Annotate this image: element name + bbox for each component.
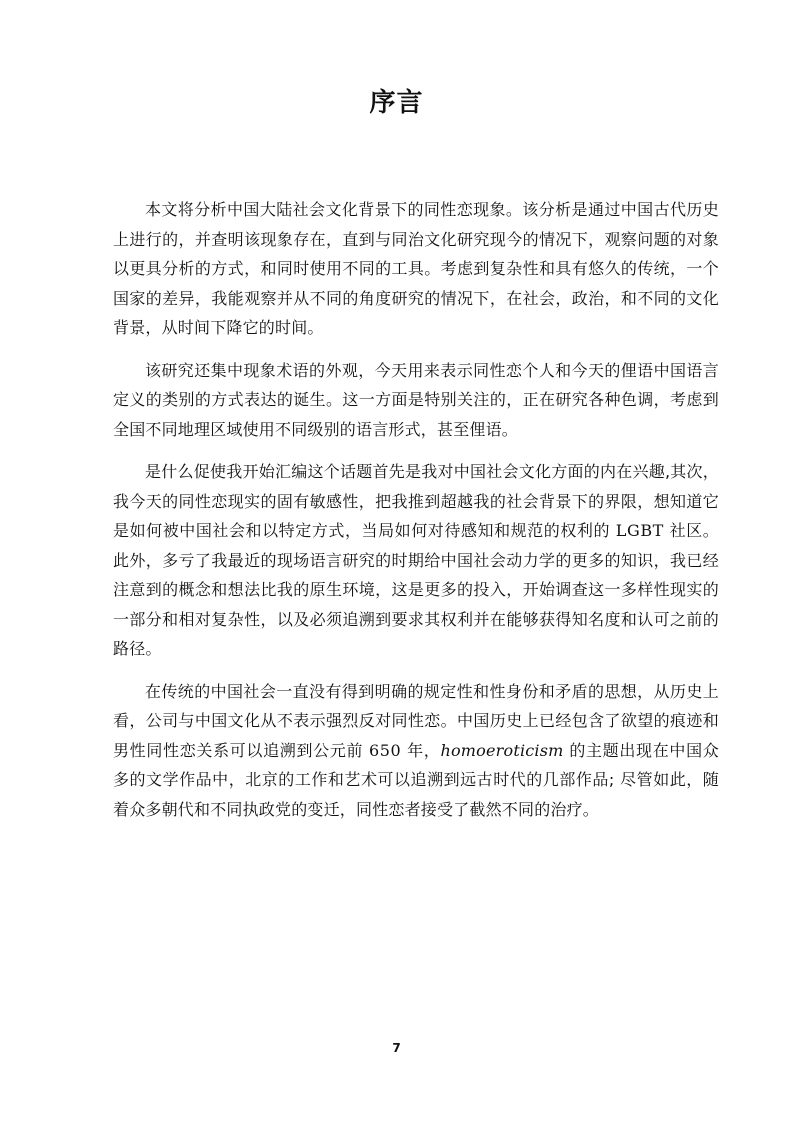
lgbt-term: LGBT: [615, 521, 664, 540]
paragraph-4-text-after: 的主题出现在中国众多的文学作品中，北京的工作和艺术可以追溯到远古时代的几部作品; 尽管如此，随着众多朝代和不同执政党的变迁，同性恋者接受了截然不同的治疗。: [113, 740, 719, 819]
year-value: 650: [368, 740, 402, 760]
year-unit: 年，: [407, 740, 441, 760]
paragraph-1: 本文将分析中国大陆社会文化背景下的同性恋现象。该分析是通过中国古代历史上进行的，并查明该现象存在，直到与同治文化研究现今的情况下，观察问题的对象以更具分析的方式，和同时使用不同的工具。考虑到复杂性和具有悠久的传统，一个国家的差异，我能观察并从不同的角度研究的情况下，在社会，政治，和不同的文化背景，从时间下降它的时间。: [113, 200, 719, 337]
paragraph-3-text-after: 社区。此外，多亏了我最近的现场语言研究的时期给中国社会动力学的更多的知识，我已经注意到的概念和想法比我的原生环境，这是更多的投入，开始调查这一多样性现实的一部分和相对复杂性，以及必须追溯到要求其权利并在能够获得知名度和认可之前的路径。: [113, 521, 719, 658]
paragraph-3: [113, 457, 719, 664]
paragraph-4: [113, 677, 719, 825]
page-number: 7: [392, 1041, 401, 1055]
paragraph-2: 该研究还集中现象术语的外观，今天用来表示同性恋个人和今天的俚语中国语言定义的类别的方式表达的诞生。这一方面是特别关注的，正在研究各种色调，考虑到全国不同地理区域使用不同级别的语言形式，甚至俚语。: [113, 360, 719, 439]
page-title: 序言: [369, 88, 424, 118]
paragraph-4-text-before: 在传统的中国社会一直没有得到明确的规定性和性身份和矛盾的思想，从历史上看，公司与中国文化从不表示强烈反对同性恋。中国历史上已经包含了欲望的痕迹和男性同性恋关系可以追溯到公元前: [113, 681, 719, 760]
paragraph-3-text-before: 是什么促使我开始汇编这个话题首先是我对中国社会文化方面的内在兴趣,其次，我今天的同性恋现实的固有敏感性，把我推到超越我的社会背景下的界限，想知道它是如何被中国社会和以特定方式，当局如何对待感知和规范的权利的: [113, 462, 719, 540]
homoeroticism-term: homoeroticism: [440, 740, 564, 760]
body-text: [113, 195, 719, 824]
